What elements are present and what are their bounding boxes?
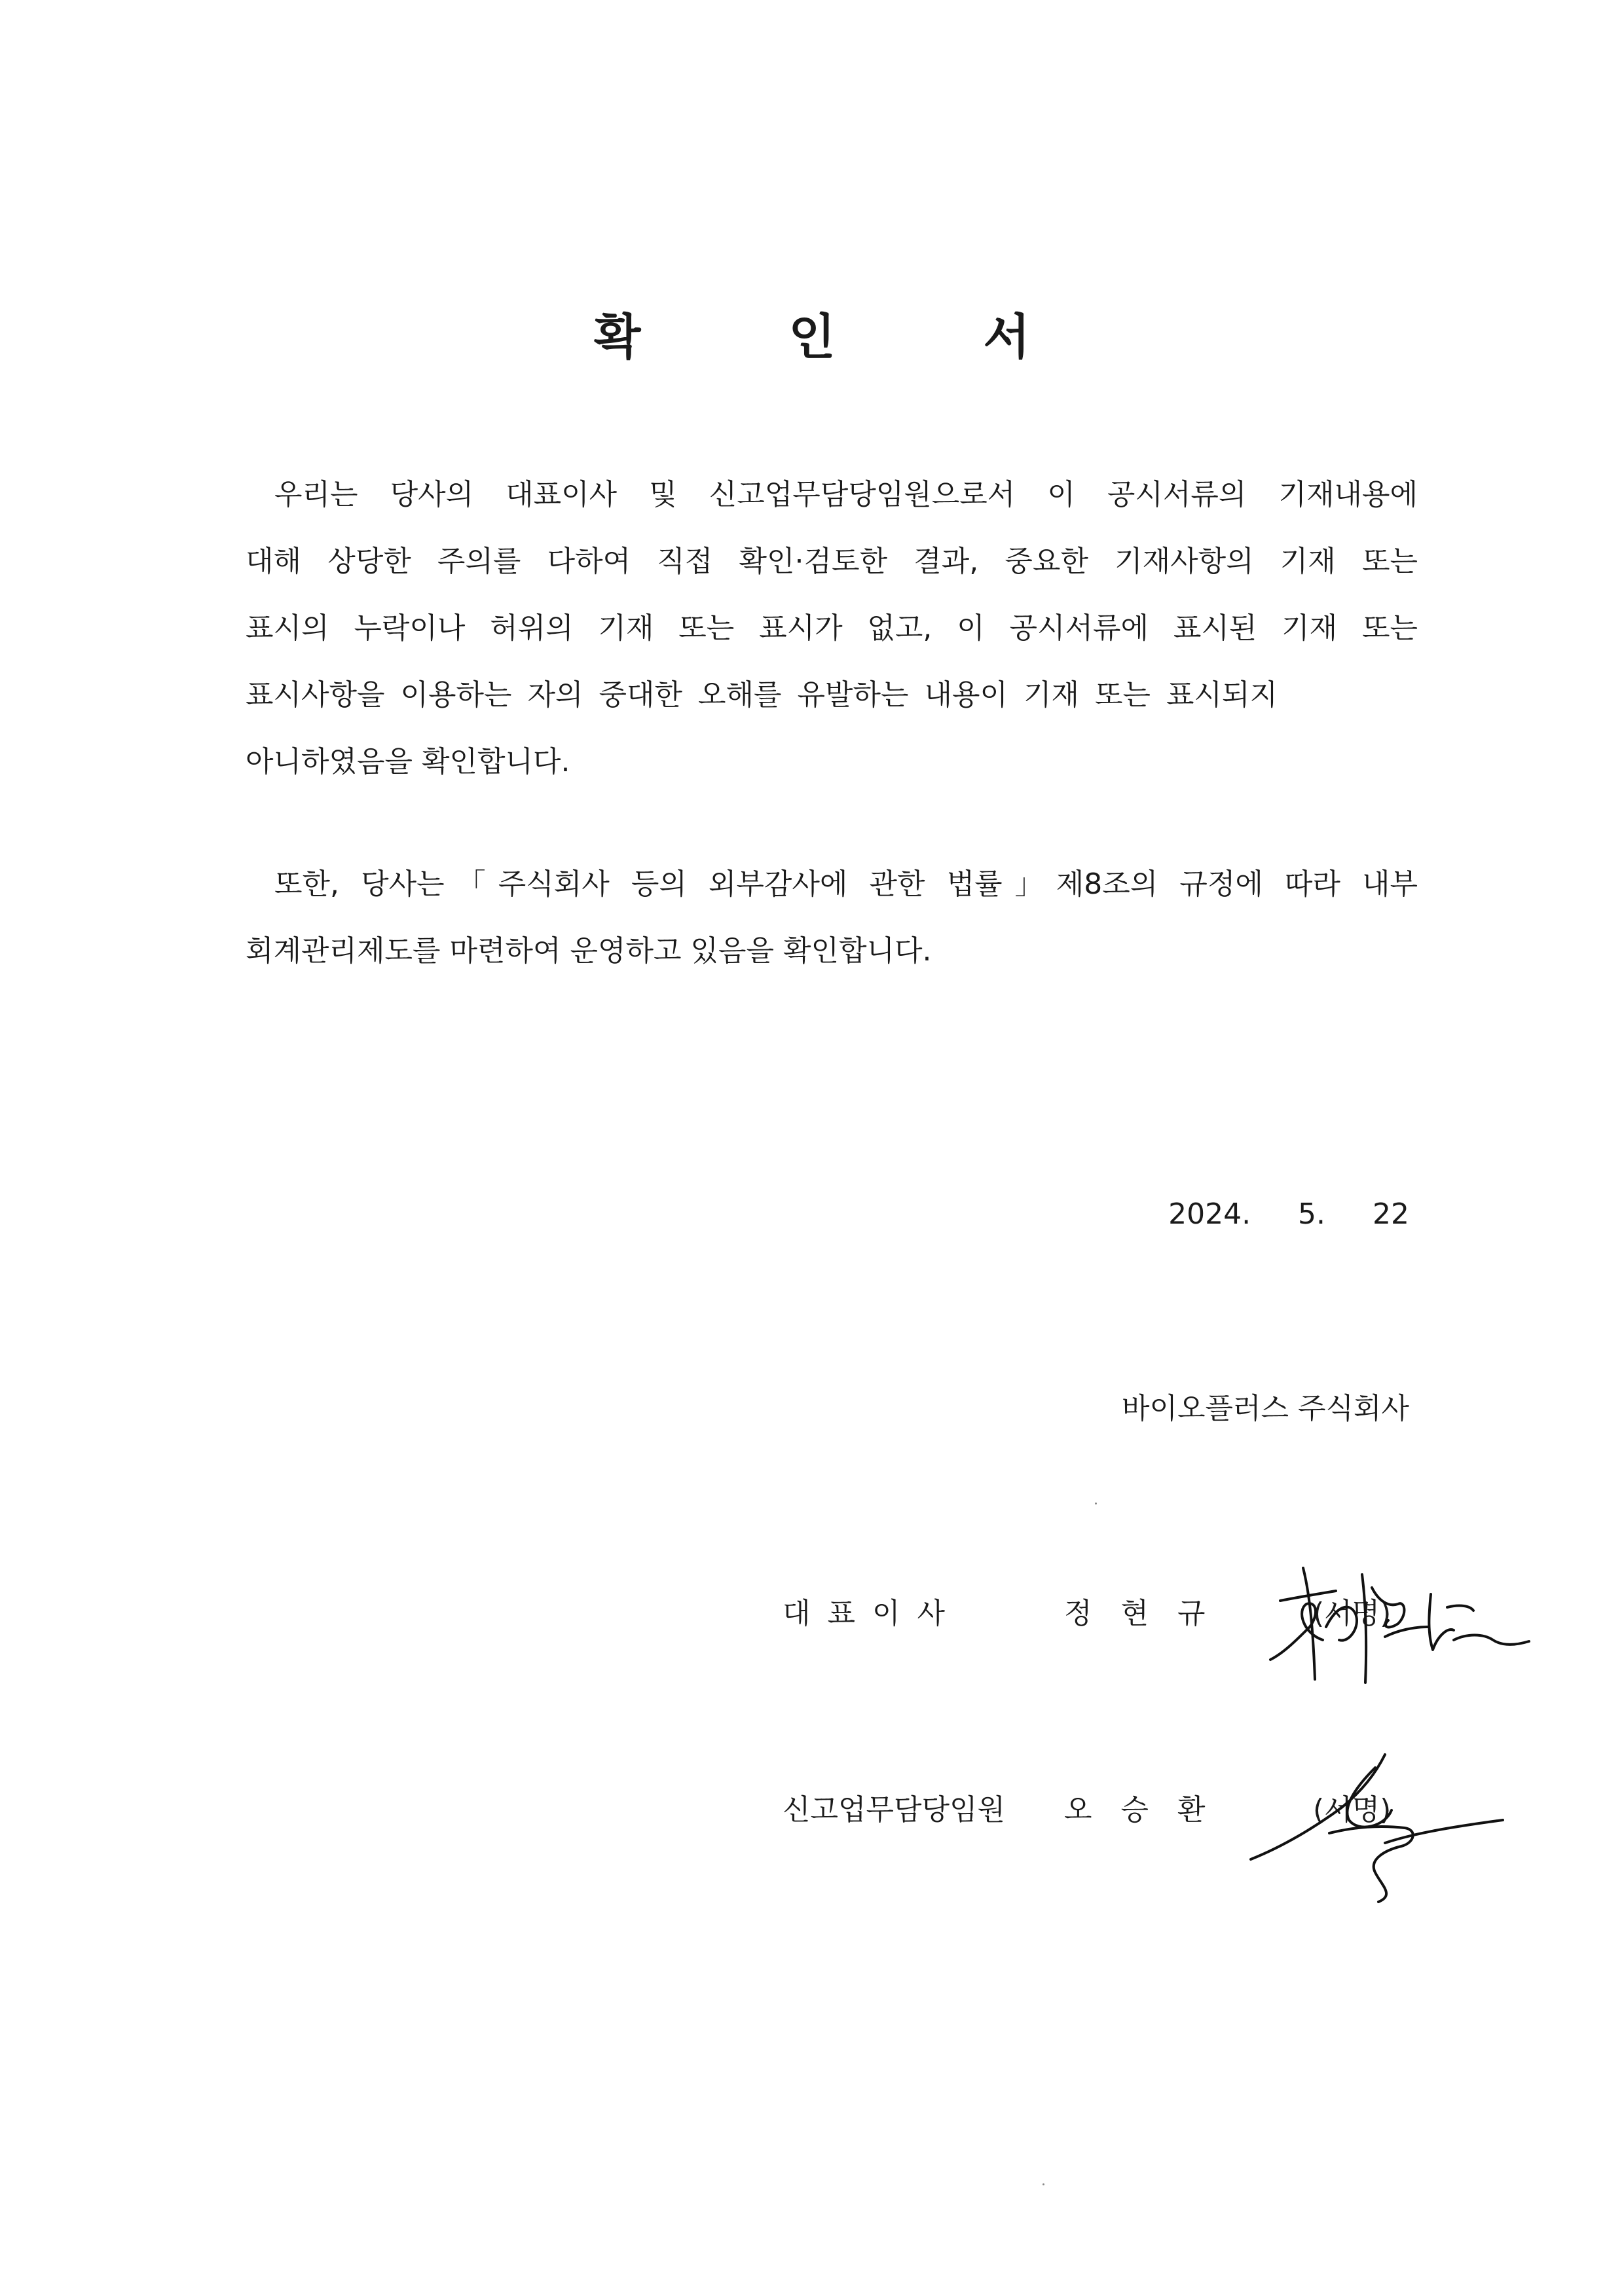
paragraph-line: 대해 상당한 주의를 다하여 직접 확인·검토한 결과, 중요한 기재사항의 기재 또는 <box>246 545 1418 578</box>
signatory-role: 신고업무담당임원 <box>783 1793 1006 1827</box>
signature-mark-label: (서명) <box>1313 1793 1392 1827</box>
signature-mark-label: (서명) <box>1313 1597 1392 1630</box>
paragraph-line: 표시사항을 이용하는 자의 중대한 오해를 유발하는 내용이 기재 또는 표시되지 <box>246 678 1278 712</box>
document-title: 확 인 서 <box>594 309 1096 365</box>
scan-artifact <box>1095 1503 1097 1504</box>
internal-control-paragraph <box>246 851 1418 985</box>
confirmation-paragraph <box>246 462 1418 795</box>
signatory-role: 대표이사 <box>783 1597 963 1630</box>
signatory-name: 오승환 <box>1064 1793 1234 1827</box>
document-date: 2024. 5. 22 <box>1168 1197 1409 1231</box>
paragraph-line: 회계관리제도를 마련하여 운영하고 있음을 확인합니다. <box>246 934 932 968</box>
signatory-name: 정현규 <box>1064 1597 1234 1630</box>
paragraph-line: 또한, 당사는「주식회사 등의 외부감사에 관한 법률」제8조의 규정에 따라 내부 <box>274 867 1418 901</box>
paragraph-line: 아니하였음을 확인합니다. <box>246 745 570 778</box>
company-name: 바이오플러스 주식회사 <box>1121 1392 1409 1425</box>
signature-row-disclosure-officer <box>0 1777 1624 1843</box>
signature-row-ceo <box>0 1581 1624 1647</box>
paragraph-line: 표시의 누락이나 허위의 기재 또는 표시가 없고, 이 공시서류에 표시된 기재 또는 <box>246 611 1418 645</box>
scan-artifact <box>1043 2183 1044 2185</box>
paragraph-line: 우리는 당사의 대표이사 및 신고업무담당임원으로서 이 공시서류의 기재내용에 <box>274 478 1418 511</box>
